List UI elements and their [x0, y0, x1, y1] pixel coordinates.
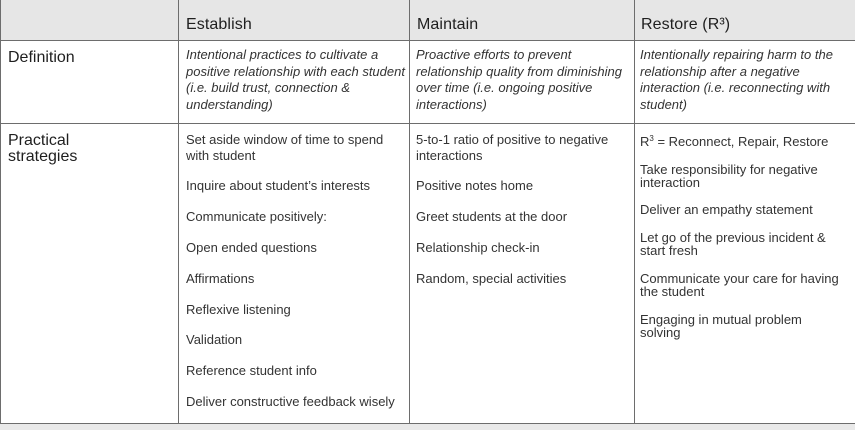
row-label-definition: Definition	[8, 49, 75, 66]
definition-restore: Intentionally repairing harm to the relationship after a negative interaction (i.e. reconnecting with student)	[640, 47, 833, 112]
list-item: Communicate your care for having the student	[640, 271, 839, 299]
r-letter: R	[640, 134, 650, 149]
divider	[634, 0, 635, 424]
list-item: Affirmations	[186, 271, 255, 286]
superscript-3: 3	[649, 134, 654, 143]
definition-maintain: Proactive efforts to prevent relationship quality from diminishing over time (i.e. ongoing positive interactions)	[416, 47, 622, 112]
list-item: Inquire about student’s interests	[186, 178, 371, 193]
list-item: Deliver constructive feedback wisely	[186, 394, 395, 409]
list-item: Set aside window of time to spend with student	[186, 132, 384, 163]
definition-establish: Intentional practices to cultivate a positive relationship with each student (i.e. build trust, connection & understanding)	[186, 47, 405, 112]
list-item: Deliver an empathy statement	[640, 202, 813, 217]
list-item: Take responsibility for negative interaction	[640, 162, 818, 190]
list-item: Reference student info	[186, 363, 317, 378]
row-label-practical: Practical	[8, 132, 70, 149]
list-item: Random, special activities	[416, 271, 567, 286]
divider	[0, 40, 855, 41]
divider	[0, 123, 855, 124]
header-maintain: Maintain	[417, 16, 479, 33]
list-item: Greet students at the door	[416, 209, 568, 224]
list-item: Validation	[186, 332, 243, 347]
list-item-r3	[640, 135, 828, 149]
list-item: Let go of the previous incident & start fresh	[640, 230, 826, 258]
row-label-strategies: strategies	[8, 148, 78, 165]
divider	[0, 0, 1, 424]
r3-definition: = Reconnect, Repair, Restore	[653, 134, 829, 149]
list-item: Relationship check-in	[416, 240, 540, 255]
divider	[409, 0, 410, 424]
list-item: Communicate positively:	[186, 209, 327, 224]
page-bottom-strip	[0, 424, 855, 430]
header-restore: Restore (R³)	[641, 16, 731, 33]
list-item: Engaging in mutual problem solving	[640, 312, 802, 340]
list-item: 5-to-1 ratio of positive to negative interactions	[416, 132, 609, 163]
divider	[178, 0, 179, 424]
list-item: Positive notes home	[416, 178, 534, 193]
list-item: Open ended questions	[186, 240, 317, 255]
list-item: Reflexive listening	[186, 302, 291, 317]
header-establish: Establish	[186, 16, 252, 33]
